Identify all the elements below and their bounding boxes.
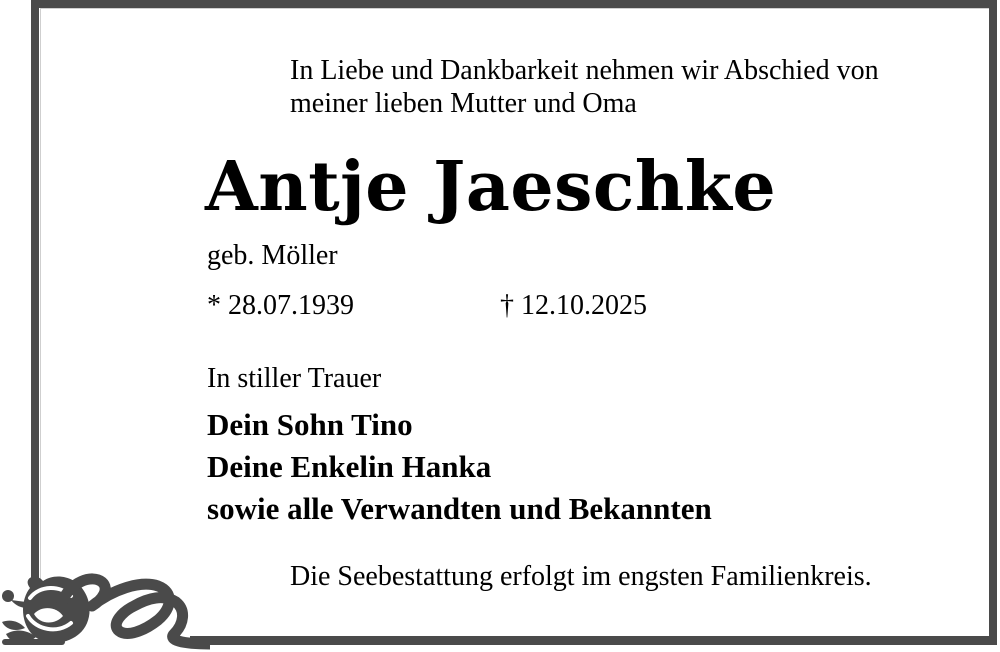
mourner-line: Deine Enkelin Hanka (207, 449, 492, 484)
intro-line-1: In Liebe und Dankbarkeit nehmen wir Abschied von (290, 55, 879, 86)
frame-border-top (31, 0, 997, 8)
deceased-name: Antje Jaeschke (205, 147, 777, 227)
frame-border-bottom (190, 636, 997, 645)
death-date: † 12.10.2025 (500, 290, 647, 321)
mourning-intro: In stiller Trauer (207, 363, 382, 394)
dates-row (0, 289, 1000, 329)
maiden-name: geb. Möller (207, 240, 338, 271)
birth-date: * 28.07.1939 (207, 290, 354, 321)
mourners-list (207, 404, 712, 530)
mourner-line: sowie alle Verwandten und Bekannten (207, 491, 712, 526)
intro-line-2: meiner lieben Mutter und Oma (290, 88, 637, 119)
mourner-line: Dein Sohn Tino (207, 407, 413, 442)
intro-text (290, 54, 879, 120)
closing-text: Die Seebestattung erfolgt im engsten Familienkreis. (290, 561, 872, 592)
rose-flourish-icon (0, 570, 210, 652)
